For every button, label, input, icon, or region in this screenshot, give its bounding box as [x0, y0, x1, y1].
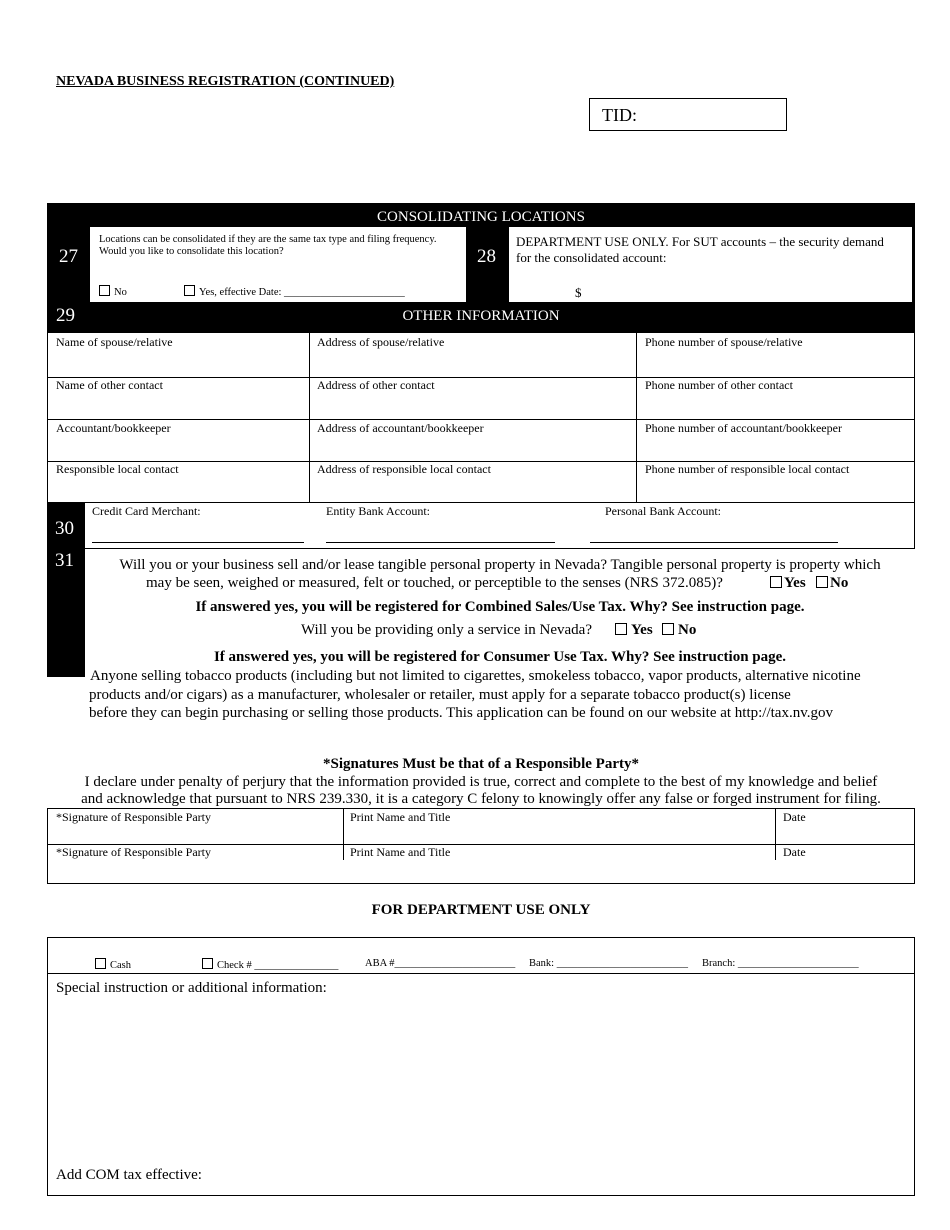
- date-field-1[interactable]: Date: [783, 810, 806, 824]
- dept-use-text: DEPARTMENT USE ONLY. For SUT accounts – the security demand for the consolidated account:: [516, 234, 884, 265]
- yes-date-label: Yes, effective Date: _______________________: [199, 287, 405, 298]
- section-28-number: 28: [477, 246, 496, 267]
- tobacco-line3: before they can begin purchasing or selling those products. This application can be found on our website at http://tax.nv.gov: [89, 705, 833, 721]
- other-info-header-bar: [47, 302, 915, 333]
- special-instruction-label: Special instruction or additional information:: [56, 980, 327, 996]
- q31-line2: may be seen, weighed or measured, felt or touched, or perceptible to the senses (NRS 372.085)?: [146, 575, 723, 591]
- other-contact-phone-field[interactable]: Phone number of other contact: [645, 378, 793, 392]
- service-yes-option[interactable]: [615, 622, 653, 639]
- branch-field[interactable]: Branch: _______________________: [702, 958, 859, 969]
- signature-table: [47, 808, 915, 884]
- entity-bank-label: Entity Bank Account:: [326, 504, 430, 518]
- q31-yes-option[interactable]: [770, 575, 806, 592]
- tid-field[interactable]: [589, 98, 787, 131]
- credit-card-input[interactable]: [92, 542, 304, 543]
- no-checkbox[interactable]: [99, 285, 110, 296]
- personal-bank-label: Personal Bank Account:: [605, 504, 721, 518]
- accountant-name-field[interactable]: Accountant/bookkeeper: [56, 421, 171, 435]
- section-30-31-bar: [47, 503, 85, 677]
- section-29-number: 29: [56, 305, 75, 326]
- local-contact-name-field[interactable]: Responsible local contact: [56, 462, 179, 476]
- signature-field-1[interactable]: *Signature of Responsible Party: [56, 810, 211, 824]
- consolidating-header: CONSOLIDATING LOCATIONS: [47, 203, 915, 227]
- sig-divider-1: [343, 809, 344, 860]
- dept-use-heading: FOR DEPARTMENT USE ONLY: [371, 902, 591, 918]
- yes-checkbox[interactable]: [184, 285, 195, 296]
- combined-tax-notice: If answered yes, you will be registered for Combined Sales/Use Tax. Why? See instruction page.: [195, 599, 805, 615]
- service-yes-checkbox[interactable]: [615, 623, 627, 635]
- q31-no-option[interactable]: [816, 575, 848, 592]
- signatures-heading: *Signatures Must be that of a Responsible Party*: [323, 756, 639, 772]
- tid-label: TID:: [602, 105, 637, 125]
- cash-label: Cash: [110, 960, 131, 971]
- date-field-2[interactable]: Date: [783, 845, 806, 859]
- declaration-line2: and acknowledge that pursuant to NRS 239.330, it is a category C felony to knowingly offer any false or forged instrument for filing.: [81, 791, 881, 807]
- service-question: Will you be providing only a service in Nevada?: [301, 622, 592, 638]
- entity-bank-input[interactable]: [326, 542, 555, 543]
- spouse-phone-field[interactable]: Phone number of spouse/relative: [645, 335, 803, 349]
- q31-yes-checkbox[interactable]: [770, 576, 782, 588]
- page-title: NEVADA BUSINESS REGISTRATION (CONTINUED): [56, 74, 395, 89]
- other-info-header: OTHER INFORMATION: [402, 308, 560, 324]
- print-name-field-1[interactable]: Print Name and Title: [350, 810, 451, 824]
- service-no-option[interactable]: [662, 622, 696, 639]
- right-edge-bar: [912, 227, 915, 302]
- com-tax-label: Add COM tax effective:: [56, 1167, 202, 1183]
- local-contact-phone-field[interactable]: Phone number of responsible local contact: [645, 462, 850, 476]
- dollar-sign: $: [575, 285, 582, 300]
- consumer-tax-notice: If answered yes, you will be registered for Consumer Use Tax. Why? See instruction page.: [213, 649, 787, 665]
- accountant-address-field[interactable]: Address of accountant/bookkeeper: [317, 421, 484, 435]
- signature-field-2[interactable]: *Signature of Responsible Party: [56, 845, 211, 859]
- aba-field[interactable]: ABA #_______________________: [365, 958, 516, 969]
- declaration-line1: I declare under penalty of perjury that the information provided is true, correct and complete to the best of my knowledge and belief: [84, 774, 878, 790]
- print-name-field-2[interactable]: Print Name and Title: [350, 845, 451, 859]
- dept-use-box: [47, 937, 915, 1196]
- dept-row-line: [48, 973, 914, 974]
- bank-field[interactable]: Bank: _________________________: [529, 958, 688, 969]
- spouse-address-field[interactable]: Address of spouse/relative: [317, 335, 445, 349]
- section-30-number: 30: [55, 518, 74, 539]
- num28-bar: [466, 227, 509, 302]
- grid-divider-2: [636, 333, 637, 503]
- accountant-phone-field[interactable]: Phone number of accountant/bookkeeper: [645, 421, 842, 435]
- q31-no-label: No: [830, 575, 849, 591]
- cash-checkbox[interactable]: [95, 958, 106, 969]
- local-contact-address-field[interactable]: Address of responsible local contact: [317, 462, 491, 476]
- grid-line-2: [48, 419, 914, 420]
- num27-bar: [47, 227, 90, 302]
- consolidate-yes-option[interactable]: [184, 285, 405, 298]
- section-31-number: 31: [55, 550, 74, 571]
- other-contact-name-field[interactable]: Name of other contact: [56, 378, 163, 392]
- tobacco-line2: products and/or cigars) as a manufacturer, wholesaler or retailer, must apply for a separate tobacco product(s) license: [89, 687, 791, 703]
- grid-divider-1: [309, 333, 310, 503]
- q31-line1: Will you or your business sell and/or lease tangible personal property in Nevada? Tangible personal property is property which: [119, 557, 881, 573]
- sig-divider-2: [775, 809, 776, 860]
- check-option[interactable]: [202, 958, 338, 971]
- cash-option[interactable]: [95, 958, 131, 971]
- service-yes-label: Yes: [631, 622, 653, 638]
- section-27-number: 27: [59, 246, 78, 267]
- other-contact-address-field[interactable]: Address of other contact: [317, 378, 435, 392]
- personal-bank-input[interactable]: [590, 542, 838, 543]
- check-label: Check # ________________: [217, 960, 339, 971]
- q31-yes-label: Yes: [784, 575, 806, 591]
- no-label: No: [114, 287, 127, 298]
- spouse-name-field[interactable]: Name of spouse/relative: [56, 335, 173, 349]
- other-info-grid: [47, 333, 915, 503]
- q31-no-checkbox[interactable]: [816, 576, 828, 588]
- consolidate-text: Locations can be consolidated if they are the same tax type and filing frequency. Would you like to consolidate this location?: [99, 234, 437, 257]
- check-checkbox[interactable]: [202, 958, 213, 969]
- consolidate-no-option[interactable]: [99, 285, 127, 298]
- service-no-checkbox[interactable]: [662, 623, 674, 635]
- tobacco-line1: Anyone selling tobacco products (including but not limited to cigarettes, smokeless tobacco, vapor products, alternative nicotine: [90, 668, 861, 684]
- credit-card-label: Credit Card Merchant:: [92, 504, 201, 518]
- service-no-label: No: [678, 622, 697, 638]
